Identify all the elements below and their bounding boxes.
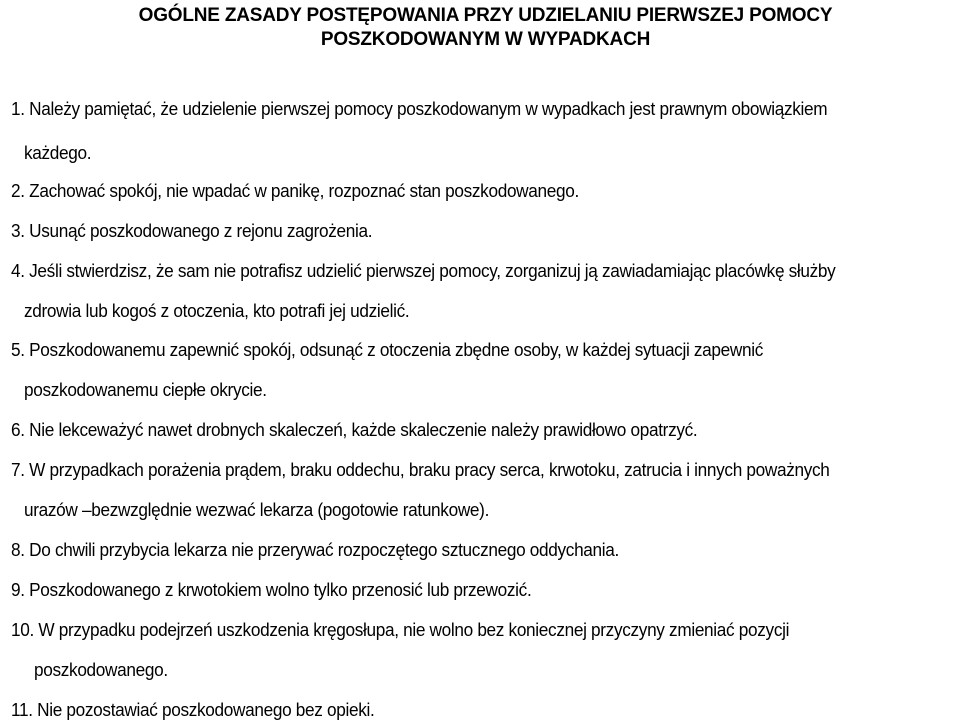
page-title [0, 4, 959, 52]
list-item-6: 6. Nie lekceważyć nawet drobnych skaleczeń, każde skaleczenie należy prawidłowo opatrzyć. [11, 419, 698, 440]
list-item-3: 3. Usunąć poszkodowanego z rejonu zagrożenia. [11, 220, 373, 241]
list-item-1-line-1: 1. Należy pamiętać, że udzielenie pierwszej pomocy poszkodowanym w wypadkach jest prawnym obowiązkiem [11, 98, 828, 119]
list-item-5-line-2: poszkodowanemu ciepłe okrycie. [24, 379, 267, 400]
list-item-4-line-2: zdrowia lub kogoś z otoczenia, kto potrafi jej udzielić. [24, 300, 410, 321]
list-item-9: 9. Poszkodowanego z krwotokiem wolno tylko przenosić lub przewozić. [11, 579, 532, 600]
list-item-1-line-2: każdego. [24, 142, 92, 163]
list-item-4-line-1: 4. Jeśli stwierdzisz, że sam nie potrafisz udzielić pierwszej pomocy, zorganizuj ją zawiadamiając placówkę służby [11, 260, 836, 281]
page-title-line-1: OGÓLNE ZASADY POSTĘPOWANIA PRZY UDZIELANIU PIERWSZEJ POMOCY [138, 5, 833, 26]
list-item-8: 8. Do chwili przybycia lekarza nie przerywać rozpoczętego sztucznego oddychania. [11, 539, 620, 560]
list-item-11: 11. Nie pozostawiać poszkodowanego bez opieki. [11, 699, 375, 720]
page-title-line-2: POSZKODOWANYM W WYPADKACH [320, 29, 651, 50]
list-item-7-line-1: 7. W przypadkach porażenia prądem, braku oddechu, braku pracy serca, krwotoku, zatrucia i innych poważnych [11, 459, 830, 480]
list-item-2: 2. Zachować spokój, nie wpadać w panikę, rozpoznać stan poszkodowanego. [11, 180, 579, 201]
list-item-7-line-2: urazów –bezwzględnie wezwać lekarza (pogotowie ratunkowe). [24, 499, 490, 520]
list-item-5-line-1: 5. Poszkodowanemu zapewnić spokój, odsunąć z otoczenia zbędne osoby, w każdej sytuacji zapewnić [11, 339, 764, 360]
list-item-10-line-2: poszkodowanego. [34, 659, 168, 680]
list-item-10-line-1: 10. W przypadku podejrzeń uszkodzenia kręgosłupa, nie wolno bez koniecznej przyczyny zmieniać pozycji [11, 619, 790, 640]
